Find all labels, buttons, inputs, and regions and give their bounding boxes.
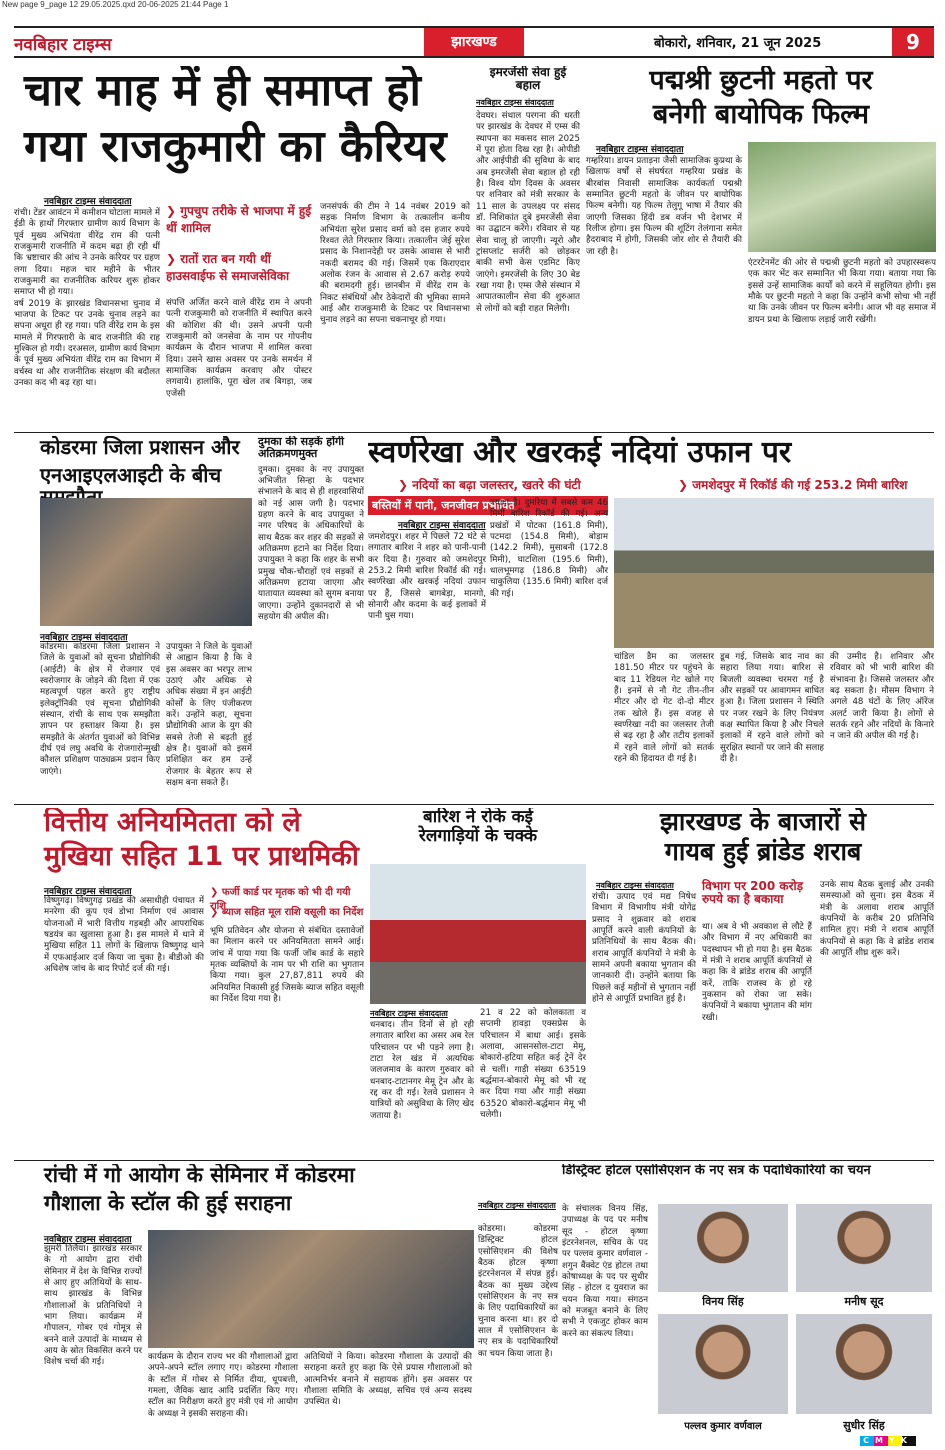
story-mukhiya-fir	[14, 808, 364, 1156]
headline-nielit-2: एनआइएलआइटी के बीच	[40, 463, 222, 487]
dateline: बोकारो, शनिवार, 21 जून 2025	[654, 36, 822, 51]
story-text: रांची। टेंडर आवंटन में कमीशन घोटाला मामले में ईडी के हाथों गिरफ्तार ग्रामीण कार्य विभाग के पूर्व मुख्य अभियंता वीरेंद्र राम की पत्नी राजकुमारी राजनीति में कदम बढ़ा ही रही थीं कि भ्रष्टाचार की आंच ने उनके करियर पर ग्रहण लगा दिया। महज चार महीने के भीतर राजकुमारी का राजनीतिक करियर शुरू होकर समाप्त भी हो गया। वर्ष 2019 के झारखंड विधानसभा चुनाव में भाजपा के टिकट पर उनके चुनाव लड़ने का सपना अधूरा ही रह गया। पति वीरेंद्र राम के इस मामले में गिरफ्तारी के बाद राजनीति की राह मुश्किल हो गयी। दरअसल, ग्रामीण कार्य विभाग के पूर्व मुख्य अभियंता वीरेंद्र राम का विभाग में वर्चस्व था और राजनीतिक संरक्षण की बदौलत उनका कद भी बढ़ रहा था।	[14, 208, 161, 389]
caption-pallav-kumar: पल्लव कुमार वर्णवाल	[684, 1421, 762, 1432]
story-text: एंटरटेनमेंट की ओर से पद्मश्री छुटनी महतो को उपहारस्वरूप एक कार भेंट कर सम्मानित भी किया गया। बताया गया कि इससे उन्हें सामाजिक कार्यों को करने में सहूलियत होगी। इस मौके पर छुटनी महतो ने कहा कि उन्होंने कभी सोचा भी नहीं था कि उनके जीवन पर फिल्म बनेगी। आज भी वह समाज में डायन प्रथा के खिलाफ लड़ाई जारी रखेंगी।	[748, 258, 936, 325]
subhead-rainfall: ❯ जमशेदपुर में रिकॉर्ड की गई 253.2 मिमी बारिश	[678, 476, 907, 493]
headline-mukhiya-2: मुखिया सहित 11 पर प्राथमिकी	[44, 841, 359, 872]
page-number: 9	[892, 28, 934, 56]
headline-liquor-1: झारखण्ड के बाजारों से	[660, 808, 866, 836]
story-text: चांडिल डैम का जलस्तर 181.50 मीटर पर पहुंचने के बाद 11 रेडियल गेट खोले गए हैं। इनमें से नौ गेट तीन-तीन मीटर और दो गेट दो-दो मीटर तक खोले हैं। इस वजह से स्वर्णरेखा नदी का जलस्तर तेजी से बढ़ रहा है और तटीय इलाकों में रहने वाले लोगों को सतर्क रहने की हिदायत दी गई है।	[614, 652, 714, 765]
story-text: जमशेदपुर। शहर में पिछले 72 घंटे से लगातार बारिश ने शहर को पानी-पानी कर दिया है। गुरुवार को जमशेदपुर 253.2 मिमी बारिश रिकॉर्ड की गई। स्वर्णरेखा और खरकई नदियां उफान पर हैं, जिससे बागबेड़ा, मानगो, सोनारी और कदमा के कई इलाकों में पानी घुस गया।	[368, 532, 486, 622]
headline-gaushala-1: रांची में गो आयोग के सेमिनार में कोडरमा	[44, 1164, 355, 1187]
byline: नवबिहार टाइम्स संवाददाता	[370, 1009, 448, 1018]
mou-signing-photo	[40, 498, 252, 626]
story-text: रांची। उत्पाद एवं मद्य निषेध विभाग में विभागीय मंत्री योगेंद्र प्रसाद ने शुक्रवार को शराब आपूर्ति करने वाली कंपनियों के प्रतिनिधियों के साथ बैठक की। शराब आपूर्ति कंपनियों ने मंत्री के सामने अपनी बकाया भुगतान की जानकारी दी। उन्होंने बताया कि पिछले कई महीनों से भुगतान नहीं होने से आपूर्ति प्रभावित हुई है।	[592, 892, 696, 1005]
cmyk-colorbar: CMYK	[860, 1436, 916, 1446]
subhead-recovery: ❯ ब्याज सहित मूल राशि वसूली का निर्देश	[210, 904, 364, 918]
story-text: जनसंपर्क की टीम ने 14 नवंबर 2019 को सड़क निर्माण विभाग के तत्कालीन कनीय अभियंता सुरेश प्रसाद वर्मा को दस हजार रुपये रिश्वत लेते गिरफ्तार किया। तत्कालीन जेई सुरेश प्रसाद के निशानदेही पर उसके आवास से भारी नकदी बरामद की गई। जिसमें एक किराएदार अलोक रंजन के आवास से 2.67 करोड़ रुपये की बरामदगी हुई। छानबीन में वीरेंद्र राम के निकट संबंधियों और ठेकेदारों की भूमिका सामने आई और राजकुमारी के टिकट पर विधानसभा चुनाव लड़ने का सपना चकनाचूर हो गया।	[320, 202, 470, 326]
caption-manish-sood: मनीष सूद	[844, 1295, 884, 1308]
byline: नवबिहार टाइम्स संवाददाता	[44, 887, 132, 897]
train-photo	[370, 864, 586, 1004]
headline-rajkumari-1: चार माह में ही समाप्त हो	[24, 66, 421, 116]
headline-biopic-1: पद्मश्री छुटनी महतो पर	[649, 66, 873, 96]
boxed-subhead: बस्तियों में पानी, जनजीवन प्रभावित	[368, 496, 608, 515]
story-rajkumari	[14, 66, 472, 430]
chhutni-mahato-photo	[748, 142, 936, 252]
headline-rivers: स्वर्णरेखा और खरकई नदियां उफान पर	[368, 436, 792, 470]
headline-gaushala-2: गौशाला के स्टॉल की हुई सराहना	[44, 1191, 292, 1215]
headline-nielit-1: कोडरमा जिला प्रशासन और	[40, 436, 240, 459]
subhead-joined-bjp: ❯ गुपचुप तरीके से भाजपा में हुई थीं शामिल	[166, 202, 316, 236]
portrait-manish-sood	[796, 1204, 932, 1292]
print-slug: New page 9_page 12 29.05.2025.qxd 20-06-2025 21:44 Page 1	[2, 0, 229, 9]
story-text: 21 व 22 को कोलकाता व सप्तमी हावड़ा एक्सप्रेस के परिचालन में बाधा आई। इसके अलावा, आसनसोल-टाटा मेमू, बोकारो-हटिया सहित कई ट्रेनें देर से चलीं। गाड़ी संख्या 63519 बर्द्धमान-बोकारो मेमू को भी रद्द कर दिया गया और गाड़ी संख्या 63520 बोकारो-बर्द्धमान मेमू भी चलेगी।	[480, 1008, 586, 1121]
story-text: दुमका। दुमका के नए उपायुक्त अभिजीत सिन्हा के पदभार संभालने के बाद से ही शहरवासियों को नई आस जगी है। पदभार ग्रहण करने के बाद उपायुक्त ने नगर परिषद के अधिकारियों के साथ बैठक कर शहर की सड़कों से अतिक्रमण हटाने का निर्देश दिया। उपायुक्त ने कहा कि शहर के सभी प्रमुख चौक-चौराहों एवं सड़कों से अतिक्रमण हटाया जाएगा और यातायात व्यवस्था को सुगम बनाया जाएगा। उन्होंने दुकानदारों से भी सहयोग की अपील की।	[258, 464, 364, 623]
story-text: था। अब वे भी अवकाश से लौटे हैं और विभाग में नए अधिकारी का पदस्थापन भी हो गया है। इस बैठक में मंत्री ने शराब आपूर्ति कंपनियों से कहा कि वे ब्रांडेड शराब की आपूर्ति करें, ताकि राजस्व के हो रहे नुकसान को रोका जा सके। कंपनियों ने बकाया भुगतान की मांग रखी।	[702, 922, 812, 1023]
story-text: भूमि प्रतिवेदन और योजना से संबंधित दस्तावेजों का मिलान करने पर अनियमितता सामने आई। जांच में पाया गया कि फर्जी जॉब कार्ड के सहारे मृतक व्यक्तियों के नाम पर भी राशि का भुगतान किया गया। कुल 27,87,811 रुपये की अनियमित निकासी हुई जिसके ब्याज सहित वसूली का निर्देश दिया गया है।	[210, 926, 364, 1005]
byline: नवबिहार टाइम्स संवाददाता	[596, 145, 684, 155]
byline: नवबिहार टाइम्स संवाददाता	[40, 633, 128, 643]
story-text: संपत्ति अर्जित करने वाले वीरेंद्र राम ने अपनी पत्नी राजकुमारी को राजनीति में स्थापित करने की कोशिश की थी। उसने अपनी पत्नी राजकुमारी को जनसेवा के नाम पर गोपनीय कार्यक्रम के दौरान भाजपा में शामिल करवा दिया। उसने खास अवसर पर उनके समर्थन में सामाजिक कार्यक्रम करवाए और पोस्टर लगवाये। हालांकि, पूरा खेल तब बिगड़ा, जब एजेंसी	[166, 298, 312, 399]
story-text: उपायुक्त ने जिले के युवाओं से आह्वान किया है कि वे इस अवसर का भरपूर लाभ उठाएं और अधिक से अधिक संख्या में इन आईटी कोर्सों के लिए पंजीकरण करें। उन्होंने कहा, सूचना प्रौद्योगिकी आज के युग की सबसे तेजी से बढ़ती हुई क्षेत्र है। युवाओं को इसमें प्रशिक्षित कर हम उन्हें रोजगार के बेहतर रूप से सक्षम बना सकते हैं।	[166, 642, 252, 789]
story-text: कोडरमा। कोडरमा जिला प्रशासन ने जिले के युवाओं को सूचना प्रौद्योगिकी (आईटी) के क्षेत्र में रोजगार एवं स्वरोजगार के जोड़ने की दिशा में एक महत्वपूर्ण पहल करते हुए राष्ट्रीय इलेक्ट्रॉनिकी एवं सूचना प्रौद्योगिकी संस्थान, रांची के साथ एक समझौता ज्ञापन पर हस्ताक्षर किया है। इस समझौते के अंतर्गत युवाओं को विभिन्न दीर्घ एवं लघु अवधि के रोजगारोन्मुखी कौशल प्रशिक्षण पाठ्यक्रम प्रदान किए जाएंगे।	[40, 642, 160, 777]
story-rivers-flood	[368, 436, 934, 802]
story-branded-liquor	[592, 808, 934, 1156]
story-dumka	[258, 436, 364, 802]
byline: नवबिहार टाइम्स संवाददाता	[44, 197, 132, 207]
story-text: देवघर। संथाल परगना की धरती पर झारखंड के देवघर में एम्स की स्थापना का मकसद साल 2025 में पूरा होता दिख रहा है। ओपीडी और आईपीडी की सुविधा के बाद अब इमरजेंसी सेवा बहाल हो रही है। विश्व योग दिवस के अवसर पर शनिवार को मंत्री सरकार के 11 साल के उपलक्ष्य पर संसद डॉ. निशिकांत दुबे इमरजेंसी सेवा का उद्घाटन करेंगे। रविवार से यह सेवा चालू हो जाएगी। न्यूरो और ट्रांसप्लांट सर्जरी को छोड़कर बाकी सभी केस एडमिट किए जाएंगे। इमरजेंसी के लिए 30 बेड रखा गया है। एम्स जैसे संस्थान में आपातकालीन सेवा की शुरुआत से लोगों को बड़ी राहत मिलेगी।	[476, 110, 580, 314]
subhead-water-level: ❯ नदियों का बढ़ा जलस्तर, खतरे की घंटी	[398, 476, 581, 493]
headline-liquor-2: गायब हुई ब्रांडेड शराब	[664, 837, 862, 866]
kicker-emergency: इमरजेंसी सेवा हुई बहाल	[489, 66, 567, 93]
byline: नवबिहार टाइम्स संवाददाता	[44, 1235, 132, 1245]
story-text: कार्यक्रम के दौरान राज्य भर की गौशालाओं द्वारा अपने-अपने स्टॉल लगाए गए। कोडरमा गौशाला के स्टॉल में गोबर से निर्मित दीया, धूपबत्ती, गमला, जैविक खाद आदि प्रदर्शित किए गए। स्टॉल का निरीक्षण करते हुए मंत्री एवं गो आयोग के अध्यक्ष ने इसकी सराहना की।	[148, 1352, 298, 1419]
story-hotel-association	[478, 1164, 934, 1444]
caption-vinay-singh: विनय सिंह	[702, 1295, 744, 1308]
subhead-fake-card: ❯ फर्जी कार्ड पर मृतक को भी दी गयी राशि	[210, 884, 364, 912]
story-text: विष्णुगढ़। विष्णुगढ़ प्रखंड की असाधीही पंचायत में मनरेगा की कूप एवं डोभा निर्माण एवं आवास योजनाओं में भारी वित्तीय गड़बड़ी और आपराधिक षडयंत्र का खुलासा हुआ है। इस मामले में थाने में मुखिया सहित 11 लोगों के खिलाफ विष्णुगढ़ थाने में एफआईआर दर्ज किया जा चुका है। बीडीओ की अधिशेष जांच के बाद रिपोर्ट दर्ज की गई।	[44, 896, 204, 975]
story-text: ज्यादा है। दुमरिया में सबसे कम 46 मिमी बारिश रिकॉर्ड की गई। अन्य प्रखंडों में पोटका (161.8 मिमी), पटमदा (154.8 मिमी), बोड़ाम (142.2 मिमी), मुसाबनी (172.8 मिमी), घाटशिला (195.6 मिमी), धालभूमगढ़ (186.8 मिमी) और चाकुलिया (135.6 मिमी) बारिश दर्ज की गई।	[490, 498, 608, 599]
story-text: गम्हरिया। डायन प्रताड़ना जैसी सामाजिक कुप्रथा के खिलाफ वर्षों से संघर्षरत गम्हरिया प्रखंड के बीरबांस निवासी सामाजिक कार्यकर्ता पद्मश्री सम्मानित छुटनी महतो के जीवन पर बायोपिक फिल्म बनेगी। यह फिल्म तेलुगू भाषा में तैयार की जाएगी जिसका हिंदी डब वर्जन भी देशभर में रिलीज होगा। इस फिल्म की शूटिंग तेलंगाना समेत हैदराबाद में होगी, जिसकी जोर शोर से तैयारी की जा रही है।	[586, 156, 742, 257]
headline-mukhiya-1: वित्तीय अनियमितता को ले	[44, 808, 301, 838]
callout-dues: विभाग पर 200 करोड़ रुपये का है बकाया	[702, 879, 804, 907]
story-cow-commission	[14, 1164, 474, 1444]
portrait-sudhir-singh	[796, 1314, 932, 1414]
story-text: के संचालक विनय सिंह, उपाध्यक्ष के पद पर मनीष सूद - होटल कृष्णा इंटरनेशनल, सचिव के पद पर पल्लव कुमार वर्णवाल - शगुन बैंक्वेट एंड होटल तथा कोषाध्यक्ष के पद पर सुधीर सिंह - होटल द युवराज का चयन किया गया। संगठन को मजबूत बनाने के लिए सभी ने एकजुट होकर काम करने का संकल्प लिया।	[562, 1204, 648, 1339]
story-nielit	[14, 436, 252, 802]
kicker-dumka: दुमका की सड़कें होंगी अतिक्रमणमुक्त	[258, 436, 345, 461]
gaushala-stall-photo	[148, 1230, 474, 1348]
headline-biopic-2: बनेगी बायोपिक फिल्म	[652, 99, 870, 131]
headline-trains-2: रेलगाड़ियों के चक्के	[418, 826, 538, 847]
story-aiims	[476, 66, 580, 430]
story-text: डूब गई, जिसके बाद नाव का सहारा लिया गया। बारिश से बिजली व्यवस्था चरमरा गई है और सड़कों पर आवागमन बाधित हुआ है। जिला प्रशासन ने स्थिति पर नजर रखने के लिए नियंत्रण कक्ष स्थापित किया है और निचले इलाकों में रहने वाले लोगों को सुरक्षित स्थानों पर जाने की सलाह दी है।	[720, 652, 824, 765]
story-text: उनके साथ बैठक बुलाई और उनकी समस्याओं को सुना। इस बैठक में मंत्री के अलावा शराब आपूर्ति कंपनियों के करीब 20 प्रतिनिधि शामिल हुए। मंत्री ने शराब आपूर्ति कंपनियों से कहा कि वे ब्रांडेड शराब की आपूर्ति शीघ्र शुरू करें।	[820, 880, 934, 959]
portrait-pallav-kumar	[658, 1314, 788, 1414]
story-text: कोडरमा। कोडरमा डिस्ट्रिक्ट होटल एसोसिएशन की विशेष बैठक होटल कृष्णा इंटरनेशनल में संपन्न हुई। बैठक का मुख्य उद्देश्य एसोसिएशन के नए सत्र के लिए पदाधिकारियों का चुनाव करना था। हर दो साल में एसोसिएशन के नए सत्र के पदाधिकारियों का चयन किया जाता है।	[478, 1224, 558, 1359]
section-label: झारखण्ड	[424, 28, 524, 56]
story-chhutni-mahato	[586, 66, 936, 430]
portrait-vinay-singh	[658, 1204, 788, 1292]
byline: नवबिहार टाइम्स संवाददाता	[478, 1201, 556, 1210]
flooded-river-photo	[614, 498, 934, 648]
story-text: धनबाद। तीन दिनों से हो रही लगातार बारिश का असर अब रेल परिचालन पर भी पड़ने लगा है। टाटा रेल खंड में अत्यधिक जलजमाव के कारण गुरुवार को धनबाद-टाटानगर मेमू ट्रेन और के रद्द कर दी गई। रेलवे प्रशासन ने यात्रियों को असुविधा के लिए खेद जताया है।	[370, 1020, 474, 1121]
masthead	[14, 26, 934, 58]
story-text: अतिथियों ने किया। कोडरमा गौशाला के उत्पादों की सराहना करते हुए कहा कि ऐसे प्रयास गौशालाओं को आत्मनिर्भर बनाने में सहायक होंगे। इस अवसर पर गौशाला समिति के अध्यक्ष, सचिव एवं अन्य सदस्य उपस्थित थे।	[304, 1352, 472, 1408]
headline-rajkumari-2: गया राजकुमारी का कैरियर	[24, 121, 447, 172]
newspaper-name: नवबिहार टाइम्स	[14, 35, 112, 55]
story-text: झुमरी तिलैया। झारखंड सरकार के गो आयोग द्वारा रांची सेमिनार में देश के विभिन्न राज्यों से आए हुए अतिथियों के साथ-साथ झारखंड के विभिन्न गौशालाओं के प्रतिनिधियों ने भाग लिया। कार्यक्रम में गौपालन, गोबर एवं गोमूत्र से बनने वाले उत्पादों के माध्यम से आय के स्रोत विकसित करने पर विशेष चर्चा की गई।	[44, 1244, 142, 1368]
byline: नवबिहार टाइम्स संवाददाता	[398, 521, 486, 531]
caption-sudhir-singh: सुधीर सिंह	[843, 1419, 885, 1432]
headline-hotel-association: डिस्ट्रिक्ट होटल एसोसिएशन के नए सत्र के पदाधिकारियों का चयन	[562, 1164, 871, 1178]
headline-trains-1: बारिश ने रोके कई	[422, 808, 534, 827]
story-trains-halted	[370, 808, 586, 1156]
byline: नवबिहार टाइम्स संवाददाता	[476, 97, 554, 107]
subhead-housewife: ❯ रातों रात बन गयी थीं हाउसवाईफ से समाजसेविका	[166, 250, 316, 284]
story-text: की उम्मीद है। शनिवार और रविवार को भी भारी बारिश की संभावना है। जिससे जलस्तर और बढ़ सकता है। मौसम विभाग ने अगले 48 घंटों के लिए ऑरेंज अलर्ट जारी किया है। लोगों से सतर्क रहने और नदियों के किनारे न जाने की अपील की गई है।	[830, 652, 934, 742]
byline: नवबिहार टाइम्स संवाददाता	[596, 881, 674, 890]
